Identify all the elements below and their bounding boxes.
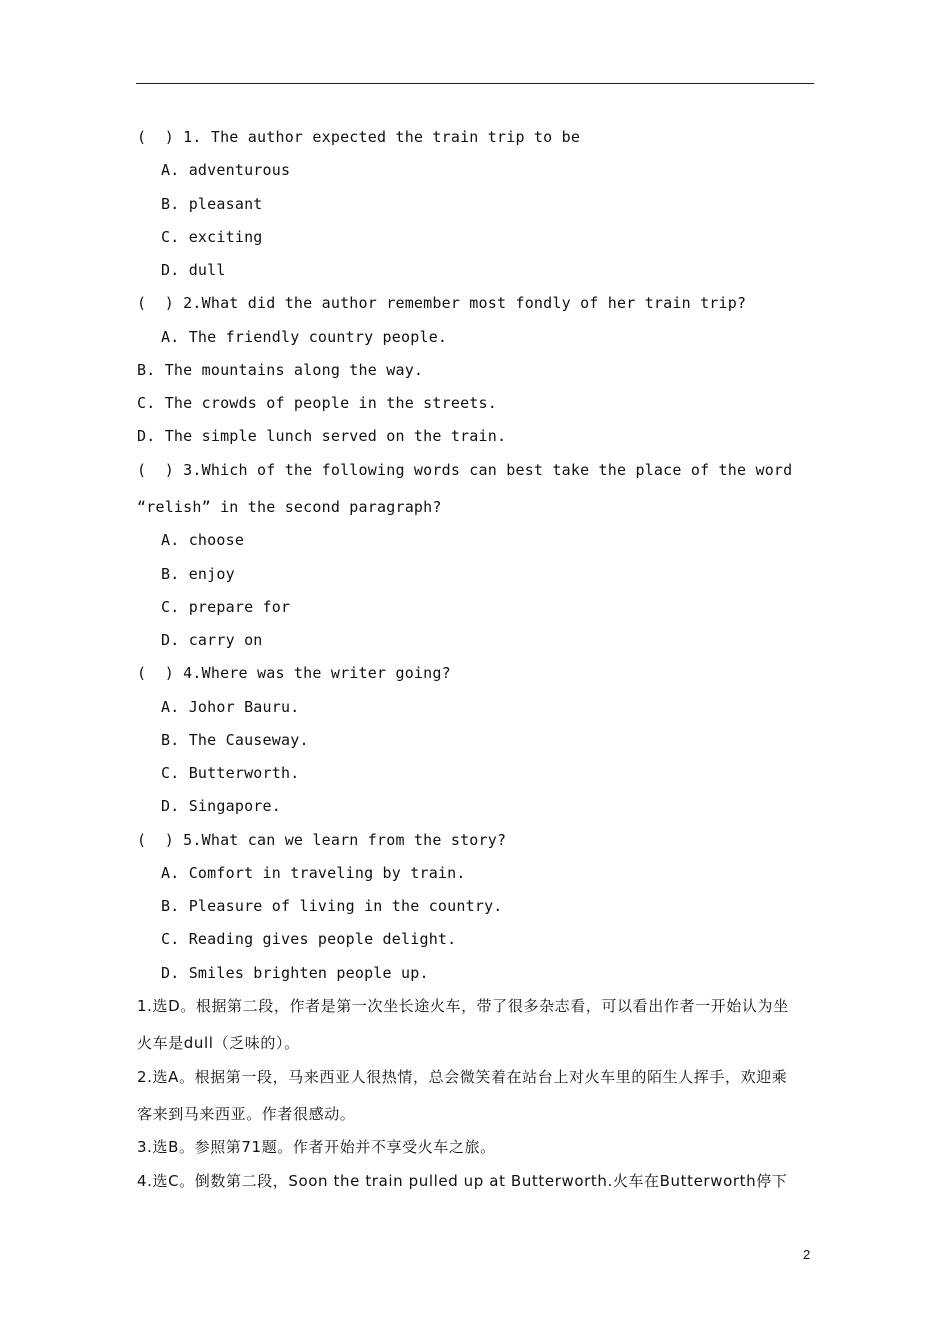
question-3-option-c: C. prepare for: [161, 598, 291, 616]
question-1-option-c: C. exciting: [161, 228, 263, 246]
answer-1-line-2: 火车是dull（乏味的）。: [137, 1034, 300, 1052]
question-4-option-d: D. Singapore.: [161, 797, 281, 815]
page-number: 2: [803, 1247, 811, 1262]
question-5-stem: ( ) 5.What can we learn from the story?: [137, 831, 507, 849]
question-5-option-b: B. Pleasure of living in the country.: [161, 897, 503, 915]
question-3-stem-cont: “relish” in the second paragraph?: [137, 498, 442, 516]
question-2-option-d: D. The simple lunch served on the train.: [137, 427, 507, 445]
question-1-stem: ( ) 1. The author expected the train trip to be: [137, 128, 581, 146]
question-2-stem: ( ) 2.What did the author remember most fondly of her train trip?: [137, 294, 747, 312]
question-4-stem: ( ) 4.Where was the writer going?: [137, 664, 451, 682]
question-3-stem: ( ) 3.Which of the following words can best take the place of the word: [137, 461, 793, 479]
header-rule: [136, 83, 814, 84]
question-2-option-c: C. The crowds of people in the streets.: [137, 394, 497, 412]
answer-2-line-2: 客来到马来西亚。作者很感动。: [137, 1105, 356, 1123]
question-4-option-c: C. Butterworth.: [161, 764, 300, 782]
question-5-option-d: D. Smiles brighten people up.: [161, 964, 429, 982]
question-3-option-a: A. choose: [161, 531, 245, 549]
question-5-option-a: A. Comfort in traveling by train.: [161, 864, 466, 882]
question-4-option-b: B. The Causeway.: [161, 731, 309, 749]
question-1-option-a: A. adventurous: [161, 161, 291, 179]
question-3-option-b: B. enjoy: [161, 565, 235, 583]
answer-1-line-1: 1.选D。根据第二段，作者是第一次坐长途火车，带了很多杂志看，可以看出作者一开始认为坐: [137, 997, 789, 1015]
question-4-option-a: A. Johor Bauru.: [161, 698, 300, 716]
answer-4: 4.选C。倒数第二段，Soon the train pulled up at Butterworth.火车在Butterworth停下: [137, 1172, 788, 1190]
question-2-option-b: B. The mountains along the way.: [137, 361, 424, 379]
question-3-option-d: D. carry on: [161, 631, 263, 649]
question-2-option-a: A. The friendly country people.: [161, 328, 448, 346]
question-5-option-c: C. Reading gives people delight.: [161, 930, 457, 948]
question-1-option-b: B. pleasant: [161, 195, 263, 213]
question-1-option-d: D. dull: [161, 261, 226, 279]
answer-2-line-1: 2.选A。根据第一段，马来西亚人很热情，总会微笑着在站台上对火车里的陌生人挥手，欢迎乘: [137, 1068, 788, 1086]
answer-3: 3.选B。参照第71题。作者开始并不享受火车之旅。: [137, 1138, 496, 1156]
